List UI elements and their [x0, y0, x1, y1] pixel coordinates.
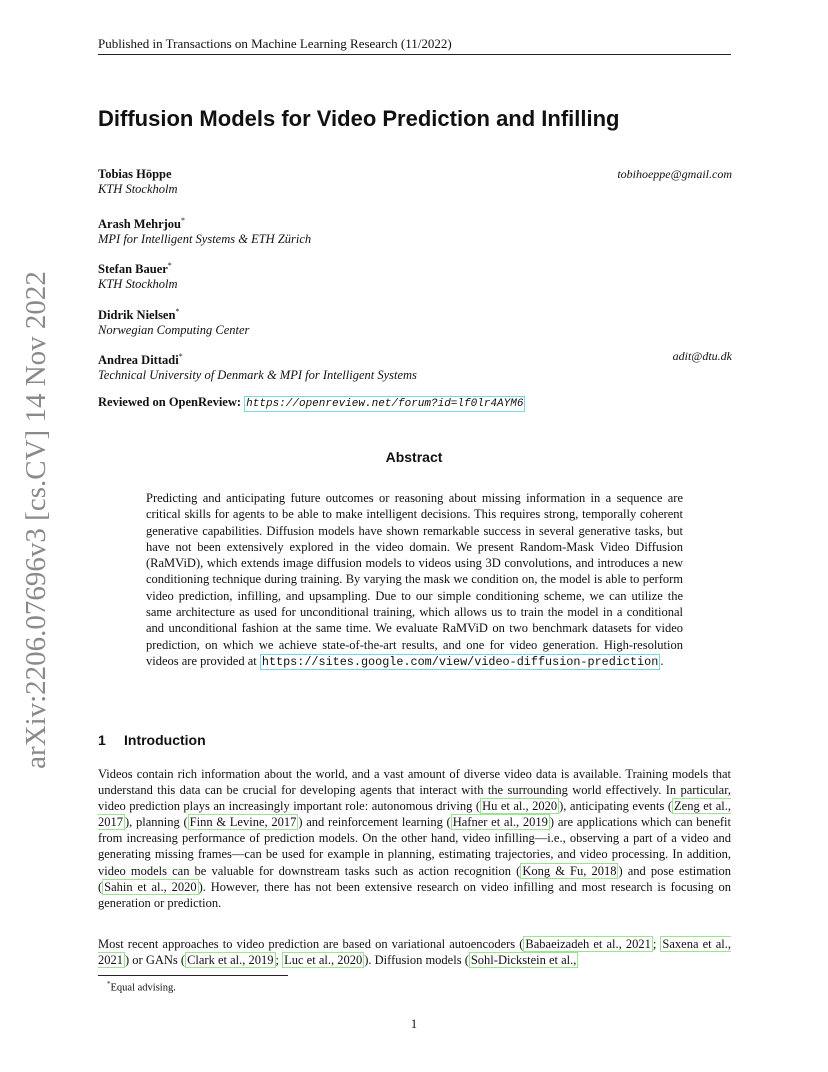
author-affiliation: Technical University of Denmark & MPI for Intelligent Systems: [98, 368, 417, 383]
citation-link[interactable]: Finn & Levine, 2017: [189, 815, 297, 830]
equal-advising-marker: *: [175, 307, 180, 316]
author-name: Didrik Nielsen*: [98, 307, 180, 323]
body-text: Most recent approaches to video prediction are based on variational autoencoders (: [98, 937, 524, 951]
footnote: [107, 978, 176, 995]
citation-link[interactable]: Babaeizadeh et al., 2021: [525, 937, 651, 951]
body-text: ), anticipating events (: [559, 799, 673, 814]
section-title: Introduction: [124, 732, 206, 748]
author-block: [98, 167, 732, 197]
author-block: [98, 349, 732, 383]
intro-paragraph-2: [98, 936, 731, 968]
author-block: [98, 304, 732, 338]
project-url-link[interactable]: https://sites.google.com/view/video-diffusion-prediction: [261, 654, 659, 669]
page-number: 1: [410, 1017, 418, 1031]
citation-link[interactable]: Luc et al., 2020: [284, 953, 363, 968]
equal-advising-marker: *: [167, 261, 172, 270]
author-affiliation: MPI for Intelligent Systems & ETH Zürich: [98, 232, 312, 247]
author-block: [98, 258, 732, 292]
author-name: Tobias Höppe: [98, 167, 172, 181]
citation-link[interactable]: Clark et al., 2019: [187, 953, 274, 968]
openreview-line: [98, 394, 525, 412]
author-block: [98, 213, 732, 247]
running-header: Published in Transactions on Machine Learning Research (11/2022): [98, 36, 731, 55]
author-email: adit@dtu.dk: [672, 349, 732, 363]
citation-link[interactable]: Hafner et al., 2019: [452, 815, 548, 830]
abstract-text: Predicting and anticipating future outcomes or reasoning about missing information in a sequence are critical skills for agents to be able to make intelligent decisions. This requires strong, temporally coherent generative capabilities. Diffusion models have shown remarkable success in several generative tasks, but have not been extensively explored in the video domain. We present Random-Mask Video Diffusion (RaMViD), which extends image diffusion models to videos using 3D convolutions, and introduces a new conditioning technique during training. By varying the mask we condition on, the model is able to perform video prediction, infilling, and upsampling. Due to our simple conditioning scheme, we can utilize the same architecture as used for unconditional training, which allows us to train the model in a conditional and unconditional fashion at the same time. We evaluate RaMViD on two benchmark datasets for video prediction, on which we achieve state-of-the-art results, and one for video generation. High-resolution videos are provided at https://sites.google.com/view/video-diffusion-prediction .: [146, 491, 683, 669]
footnote-text: Equal advising.: [110, 982, 176, 994]
author-affiliation: Norwegian Computing Center: [98, 323, 250, 338]
intro-paragraph-1: [98, 766, 731, 911]
citation-link[interactable]: Kong & Fu, 2018: [522, 863, 617, 878]
body-text: ) and pose estimation (: [98, 863, 731, 894]
body-text: ) or GANs (: [125, 953, 186, 968]
paper-title: Diffusion Models for Video Prediction and Infilling: [98, 106, 620, 131]
citation-link[interactable]: Hu et al., 2020: [482, 799, 558, 814]
body-text: Videos contain rich information about the world, and a vast amount of diverse video data is available. Training models that understand this data can be crucial for developing agents that interact with the surrounding world effectively. In particular, video prediction plays an increasingly important role: autonomous driving (: [98, 767, 731, 814]
footnote-marker: *: [107, 980, 111, 988]
equal-advising-marker: *: [180, 216, 185, 225]
author-affiliation: KTH Stockholm: [98, 277, 178, 292]
body-text: ) are applications which can benefit from increasing performance of prediction models. On the other hand, video infilling—i.e., observing a part of a video and generating missing frames—can be used for example in planning, estimating trajectories, and video processing. In addition, video models can be valuable for downstream tasks such as action recognition (: [98, 815, 732, 878]
author-affiliation: KTH Stockholm: [98, 182, 178, 196]
citation-link[interactable]: Zeng et al., 2017: [98, 799, 731, 830]
footnote-rule: [98, 975, 288, 976]
body-text: ;: [275, 953, 283, 968]
citation-link[interactable]: Sahin et al., 2020: [104, 879, 197, 894]
body-text: ;: [652, 937, 661, 951]
equal-advising-marker: *: [178, 352, 183, 361]
author-name: Stefan Bauer*: [98, 261, 172, 277]
body-text: ). However, there has not been extensive research on video infilling and most research is focusing on generation or prediction.: [98, 879, 732, 910]
openreview-link[interactable]: https://openreview.net/forum?id=lf0lr4AYM6: [246, 398, 524, 410]
body-text: ), planning (: [125, 815, 188, 830]
body-text: ). Diffusion models (: [364, 953, 469, 968]
openreview-label: Reviewed on OpenReview:: [98, 395, 242, 409]
citation-link[interactable]: Saxena et al., 2021: [98, 937, 731, 968]
author-email: tobihoeppe@gmail.com: [617, 167, 732, 181]
author-name: Arash Mehrjou*: [98, 216, 185, 232]
abstract-heading: Abstract: [385, 449, 443, 465]
section-number: 1: [98, 732, 106, 748]
author-name: Andrea Dittadi*: [98, 352, 183, 368]
citation-link[interactable]: Sohl-Dickstein et al.,: [470, 953, 577, 968]
section-heading-introduction: [98, 731, 206, 749]
arxiv-identifier-stamp: arXiv:2206.07696v3 [cs.CV] 14 Nov 2022: [20, 271, 52, 769]
body-text: ) and reinforcement learning (: [298, 815, 451, 830]
